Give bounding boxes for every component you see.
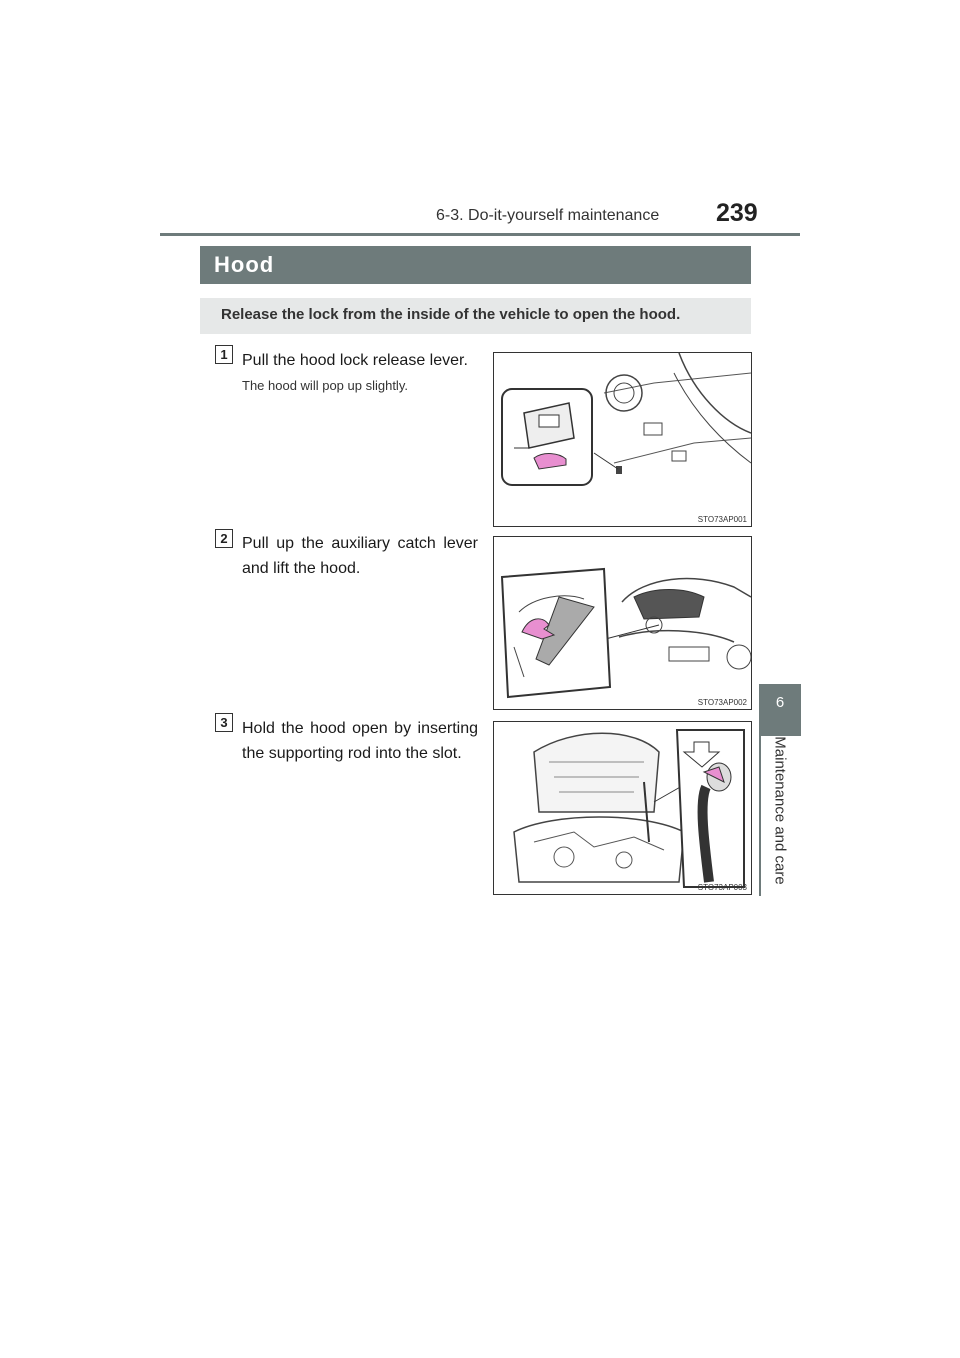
section-heading-bar [200, 246, 751, 284]
catch-lever-illustration [494, 537, 751, 709]
figure-auxiliary-catch-lever [493, 536, 752, 710]
step-text-1: Pull the hood lock release lever. [242, 352, 468, 369]
step-text-2: Pull up the auxiliary catch lever and lift the hood. [242, 535, 478, 577]
chapter-tab-number: 6 [775, 694, 785, 711]
support-rod-illustration [494, 722, 751, 894]
step-badge-2: 2 [215, 529, 233, 548]
step-badge-3: 3 [215, 713, 233, 732]
intro-text: Release the lock from the inside of the vehicle to open the hood. [221, 306, 681, 323]
step-note-1: The hood will pop up slightly. [242, 378, 408, 393]
section-title: Hood [214, 252, 275, 277]
page-number: 239 [716, 199, 758, 227]
figure-code: STO73AP002 [697, 698, 747, 707]
step-text-3: Hold the hood open by inserting the supporting rod into the slot. [242, 720, 478, 762]
figure-code: STO73AP001 [697, 515, 747, 524]
hood-release-illustration [494, 353, 751, 526]
figure-hood-release-lever [493, 352, 752, 527]
figure-code: STO73AP003 [697, 883, 747, 892]
step-badge-1: 1 [215, 345, 233, 364]
figure-supporting-rod [493, 721, 752, 895]
running-header: 6-3. Do-it-yourself maintenance [436, 207, 660, 224]
header-divider [160, 233, 800, 236]
chapter-tab-label: Maintenance and care [771, 736, 789, 885]
